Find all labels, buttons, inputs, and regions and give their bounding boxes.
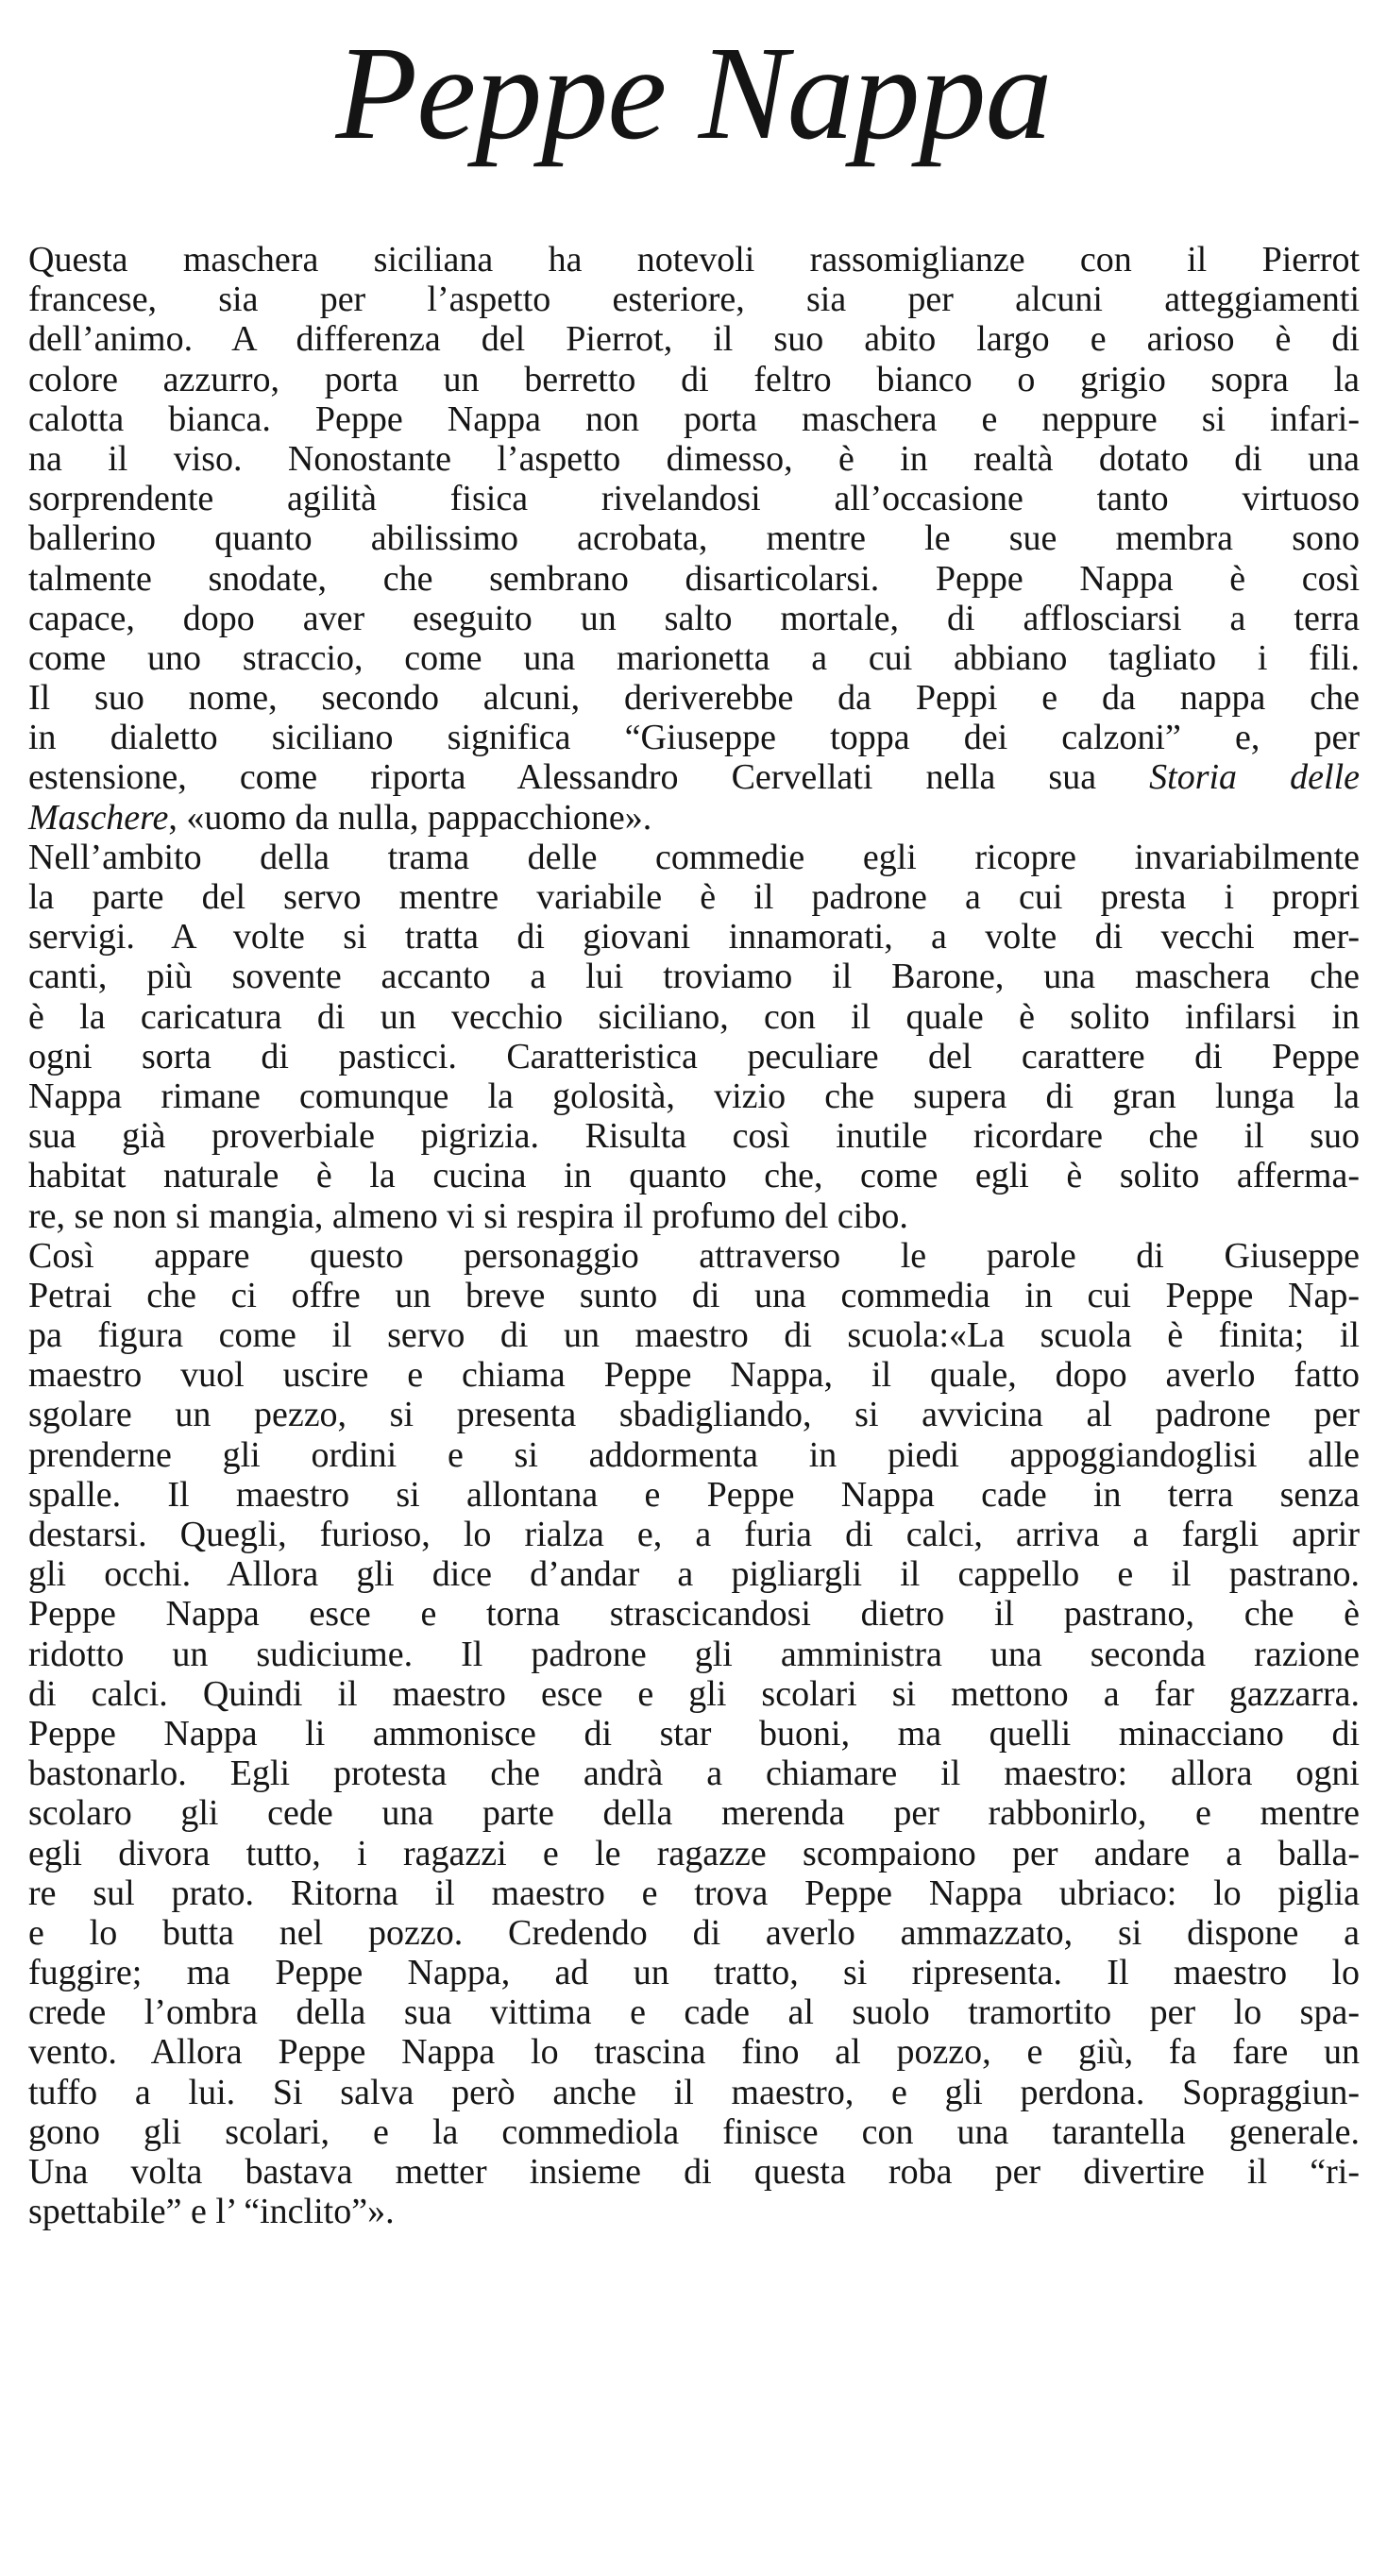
text-line <box>28 599 1360 638</box>
text-line <box>28 1355 1360 1395</box>
text-line <box>28 1475 1360 1515</box>
line-text: calotta bianca. Peppe Nappa non porta maschera e neppure si infari- <box>28 398 1360 439</box>
text-line <box>28 1116 1360 1156</box>
text-line <box>28 1554 1360 1594</box>
text-line <box>28 240 1360 280</box>
line-text: dell’animo. A differenza del Pierrot, il suo abito largo e arioso è di <box>28 319 1360 360</box>
text-line <box>28 1515 1360 1554</box>
line-text: re, se non si mangia, almeno vi si respira il profumo del cibo. <box>28 1195 908 1236</box>
text-line <box>28 1953 1360 1992</box>
line-text: è la caricatura di un vecchio siciliano, con il quale è solito infilarsi in <box>28 996 1360 1037</box>
text-line <box>28 1635 1360 1674</box>
text-line <box>28 1992 1360 2032</box>
text-line <box>28 757 1360 797</box>
line-text: scolaro gli cede una parte della merenda per rabbonirlo, e mentre <box>28 1793 1360 1834</box>
line-text: ogni sorta di pasticci. Caratteristica peculiare del carattere di Peppe <box>28 1036 1360 1076</box>
line-text: sua già proverbiale pigrizia. Risulta così inutile ricordare che il suo <box>28 1116 1360 1157</box>
text-line <box>28 1196 1360 1236</box>
page-title: Peppe Nappa <box>335 18 1052 167</box>
line-text: na il viso. Nonostante l’aspetto dimesso, è in realtà dotato di una <box>28 438 1360 479</box>
text-line <box>28 319 1360 359</box>
text-line <box>28 1276 1360 1315</box>
line-text: e lo butta nel pozzo. Credendo di averlo ammazzato, si dispone a <box>28 1912 1360 1953</box>
text-line <box>28 838 1360 877</box>
body-text <box>28 240 1360 2231</box>
line-text: Questa maschera siciliana ha notevoli rassomiglianze con il Pierrot <box>28 240 1360 280</box>
line-text: gono gli scolari, e la commediola finisce con una tarantella generale. <box>28 2111 1360 2152</box>
text-line <box>28 2192 1360 2231</box>
line-text: sorprendente agilità fisica rivelandosi all’occasione tanto virtuoso <box>28 479 1360 519</box>
text-line <box>28 1834 1360 1873</box>
text-line <box>28 280 1360 319</box>
line-text: Peppe Nappa esce e torna strascicandosi dietro il pastrano, che è <box>28 1594 1360 1635</box>
line-text: re sul prato. Ritorna il maestro e trova Peppe Nappa ubriaco: lo piglia <box>28 1873 1360 1913</box>
italic-text: Storia delle <box>1149 757 1360 798</box>
text-line <box>28 479 1360 518</box>
text-line <box>28 559 1360 599</box>
italic-text: Maschere <box>28 797 169 838</box>
text-line <box>28 917 1360 957</box>
line-text: spalle. Il maestro si allontana e Peppe Nappa cade in terra senza <box>28 1474 1360 1515</box>
line-text: Peppe Nappa li ammonisce di star buoni, ma quelli minacciano di <box>28 1713 1360 1754</box>
text-line <box>28 1076 1360 1116</box>
text-line <box>28 718 1360 757</box>
line-text: vento. Allora Peppe Nappa lo trascina fino al pozzo, e giù, fa fare un <box>28 2032 1360 2073</box>
text-line <box>28 1793 1360 1833</box>
text-line <box>28 2073 1360 2112</box>
text-line <box>28 360 1360 399</box>
line-text: Petrai che ci offre un breve sunto di una commedia in cui Peppe Nap- <box>28 1275 1360 1315</box>
text-line <box>28 798 1360 838</box>
text-line <box>28 439 1360 479</box>
line-text: estensione, come riporta Alessandro Cervellati nella sua <box>28 757 1150 798</box>
text-line <box>28 678 1360 718</box>
line-text: Una volta bastava metter insieme di questa roba per divertire il “ri- <box>28 2152 1360 2192</box>
text-line <box>28 399 1360 439</box>
line-text: Nell’ambito della trama delle commedie egli ricopre invariabilmente <box>28 837 1360 877</box>
line-text: canti, più sovente accanto a lui troviamo il Barone, una maschera che <box>28 957 1360 997</box>
line-text: tuffo a lui. Si salva però anche il maestro, e gli perdona. Sopraggiun- <box>28 2072 1360 2112</box>
line-text: servigi. A volte si tratta di giovani innamorati, a volte di vecchi mer- <box>28 917 1360 958</box>
text-line <box>28 2112 1360 2152</box>
text-line <box>28 518 1360 558</box>
line-text: gli occhi. Allora gli dice d’andar a pigliargli il cappello e il pastrano. <box>28 1554 1360 1595</box>
text-line <box>28 2032 1360 2072</box>
text-line <box>28 638 1360 678</box>
line-text: come uno straccio, come una marionetta a cui abbiano tagliato i fili. <box>28 637 1360 678</box>
line-text: egli divora tutto, i ragazzi e le ragazze scompaiono per andare a balla- <box>28 1833 1360 1873</box>
line-text: pa figura come il servo di un maestro di scuola:«La scuola è finita; il <box>28 1315 1360 1356</box>
text-line <box>28 1873 1360 1913</box>
line-text: sgolare un pezzo, si presenta sbadigliando, si avvicina al padrone per <box>28 1395 1360 1435</box>
text-line <box>28 1395 1360 1434</box>
line-text: spettabile” e l’ “inclito”». <box>28 2192 395 2232</box>
line-text: capace, dopo aver eseguito un salto mortale, di afflosciarsi a terra <box>28 598 1360 638</box>
line-text: ballerino quanto abilissimo acrobata, mentre le sue membra sono <box>28 518 1360 559</box>
line-text: Il suo nome, secondo alcuni, deriverebbe da Peppi e da nappa che <box>28 678 1360 719</box>
text-line <box>28 1156 1360 1195</box>
text-line <box>28 2152 1360 2192</box>
line-text: destarsi. Quegli, furioso, lo rialza e, a furia di calci, arriva a fargli aprir <box>28 1515 1360 1554</box>
line-text: habitat naturale è la cucina in quanto che, come egli è solito afferma- <box>28 1156 1360 1196</box>
line-text: francese, sia per l’aspetto esteriore, sia per alcuni atteggiamenti <box>28 280 1360 320</box>
line-text: , «uomo da nulla, pappacchione». <box>168 797 652 838</box>
line-text: Nappa rimane comunque la golosità, vizio che supera di gran lunga la <box>28 1076 1360 1116</box>
text-line <box>28 1674 1360 1714</box>
text-line <box>28 1037 1360 1076</box>
text-line <box>28 1714 1360 1754</box>
line-text: di calci. Quindi il maestro esce e gli scolari si mettono a far gazzarra. <box>28 1673 1360 1714</box>
line-text: maestro vuol uscire e chiama Peppe Nappa, il quale, dopo averlo fatto <box>28 1355 1360 1396</box>
text-line <box>28 1236 1360 1276</box>
line-text: Così appare questo personaggio attraverso le parole di Giuseppe <box>28 1235 1360 1276</box>
text-line <box>28 1435 1360 1475</box>
text-line <box>28 997 1360 1037</box>
line-text: fuggire; ma Peppe Nappa, ad un tratto, si ripresenta. Il maestro lo <box>28 1953 1360 1993</box>
text-line <box>28 1594 1360 1634</box>
text-line <box>28 1913 1360 1953</box>
line-text: talmente snodate, che sembrano disarticolarsi. Peppe Nappa è così <box>28 558 1360 599</box>
text-line <box>28 957 1360 996</box>
text-line <box>28 1754 1360 1793</box>
line-text: ridotto un sudiciume. Il padrone gli amministra una seconda razione <box>28 1634 1360 1674</box>
line-text: crede l’ombra della sua vittima e cade al suolo tramortito per lo spa- <box>28 1992 1360 2033</box>
line-text: colore azzurro, porta un berretto di feltro bianco o grigio sopra la <box>28 359 1360 399</box>
line-text: bastonarlo. Egli protesta che andrà a chiamare il maestro: allora ogni <box>28 1754 1360 1794</box>
line-text: prenderne gli ordini e si addormenta in piedi appoggiandoglisi alle <box>28 1434 1360 1475</box>
text-line <box>28 1315 1360 1355</box>
line-text: in dialetto siciliano significa “Giuseppe toppa dei calzoni” e, per <box>28 718 1360 758</box>
line-text: la parte del servo mentre variabile è il padrone a cui presta i propri <box>28 877 1360 917</box>
text-line <box>28 877 1360 917</box>
